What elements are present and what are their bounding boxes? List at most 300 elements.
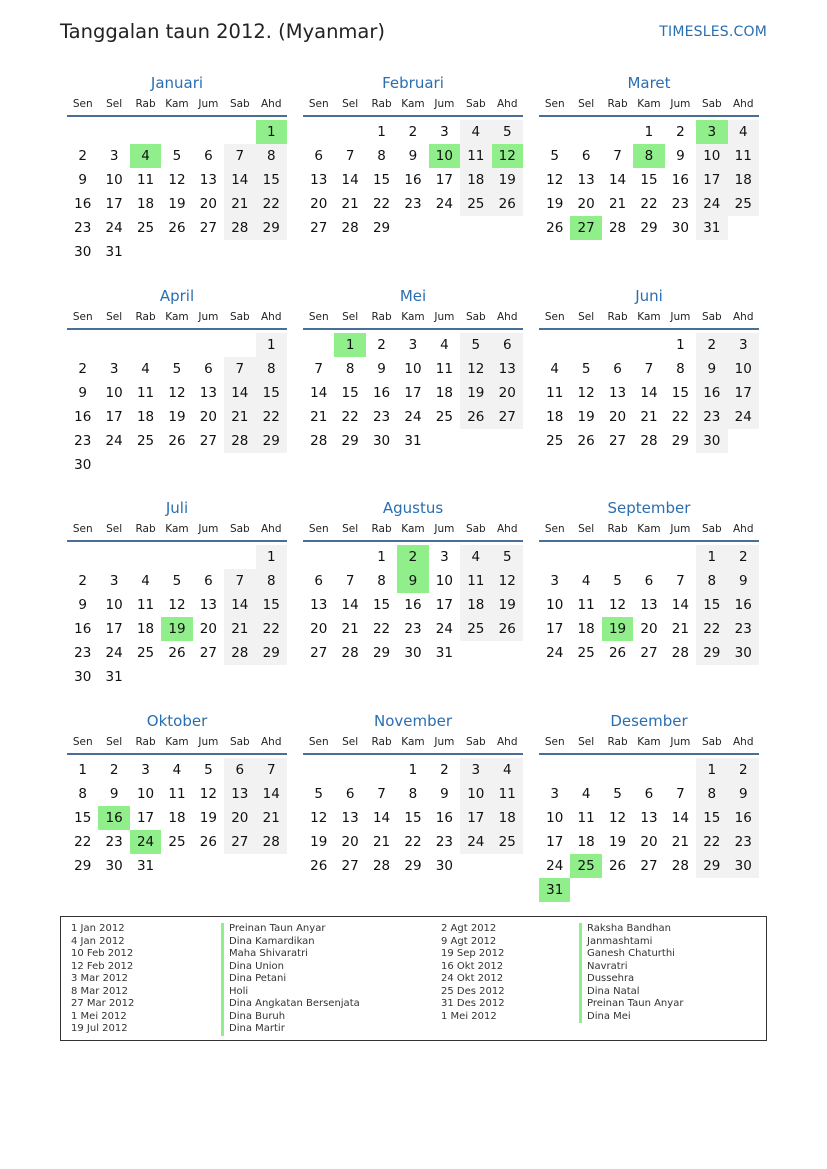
day-cell: 24	[105, 645, 123, 661]
weekday-header	[539, 732, 759, 755]
day-cell: 1	[696, 758, 727, 782]
day-cell: 7	[644, 361, 654, 377]
day-cell: 30	[696, 429, 727, 453]
legend-holiday-name: Dina Union	[221, 961, 360, 974]
empty-cell	[570, 545, 601, 569]
weekday-header	[539, 94, 759, 117]
holiday-day-cell: 1	[256, 120, 287, 144]
day-cell: 13	[199, 597, 217, 613]
weekday-label: Ahd	[732, 311, 754, 323]
empty-cell	[161, 333, 192, 357]
day-cell: 13	[341, 810, 359, 826]
day-cell: 8	[256, 569, 287, 593]
day-cell: 29	[696, 641, 727, 665]
empty-cell	[67, 545, 98, 569]
day-cell: 29	[256, 216, 287, 240]
day-cell: 11	[460, 569, 491, 593]
day-cell: 14	[224, 381, 255, 405]
day-cell: 7	[676, 786, 685, 802]
day-cell: 13	[199, 385, 217, 401]
day-cell: 1	[696, 545, 727, 569]
day-cell: 14	[256, 782, 287, 806]
day-cell: 5	[581, 361, 591, 377]
month-name: September	[607, 499, 691, 517]
month-januari	[67, 72, 287, 264]
empty-cell	[303, 758, 334, 782]
month-name: Mei	[399, 287, 427, 305]
day-cell: 20	[492, 381, 523, 405]
day-cell: 11	[577, 810, 595, 826]
holiday-day-cell: 25	[570, 854, 601, 878]
holiday-day-cell: 27	[570, 216, 601, 240]
weekday-label: Sab	[701, 523, 722, 535]
legend-date: 25 Des 2012	[441, 985, 505, 997]
day-cell: 26	[492, 617, 523, 641]
legend-holiday-name: Janmashtami	[579, 936, 683, 949]
day-cell: 29	[640, 220, 658, 236]
day-cell: 1	[256, 333, 287, 357]
day-cell: 21	[310, 409, 328, 425]
day-cell: 25	[168, 834, 186, 850]
weekday-label: Ahd	[496, 311, 518, 323]
legend-date: 27 Mar 2012	[71, 998, 135, 1009]
day-cell: 3	[460, 758, 491, 782]
day-cell: 29	[404, 858, 422, 874]
day-cell: 5	[613, 786, 622, 802]
day-cell: 13	[640, 810, 658, 826]
weekday-label: Kam	[401, 98, 425, 110]
day-cell: 21	[224, 617, 255, 641]
legend-date: 31 Des 2012	[441, 998, 505, 1009]
day-grid	[67, 758, 287, 878]
weekday-label: Jum	[434, 311, 455, 323]
day-cell: 17	[696, 168, 727, 192]
weekday-label: Sab	[229, 311, 250, 323]
day-cell: 17	[404, 385, 422, 401]
day-cell: 23	[696, 405, 727, 429]
weekday-label: Jum	[434, 98, 455, 110]
weekday-label: Kam	[165, 311, 189, 323]
legend-date: 4 Jan 2012	[71, 935, 125, 947]
day-cell: 14	[608, 172, 627, 188]
day-cell: 6	[613, 361, 622, 377]
day-cell: 28	[224, 216, 255, 240]
day-cell: 12	[577, 385, 595, 401]
day-cell: 31	[105, 244, 123, 260]
day-cell: 18	[136, 196, 155, 212]
empty-cell	[539, 333, 570, 357]
day-cell: 17	[105, 621, 123, 637]
day-cell: 1	[408, 762, 418, 778]
day-cell: 12	[168, 172, 186, 188]
day-cell: 2	[78, 148, 87, 164]
day-cell: 8	[408, 786, 418, 802]
day-cell: 11	[492, 782, 523, 806]
day-cell: 11	[136, 172, 155, 188]
day-cell: 3	[109, 361, 119, 377]
day-cell: 15	[74, 810, 92, 826]
day-cell: 25	[728, 192, 759, 216]
day-cell: 5	[492, 120, 523, 144]
day-cell: 17	[460, 806, 491, 830]
day-cell: 30	[404, 645, 422, 661]
day-cell: 9	[440, 786, 449, 802]
empty-cell	[98, 120, 129, 144]
day-cell: 8	[256, 357, 287, 381]
weekday-label: Rab	[607, 311, 628, 323]
day-cell: 11	[136, 597, 155, 613]
legend-names-col2	[579, 923, 683, 1023]
day-cell: 25	[136, 433, 155, 449]
legend-date: 19 Jul 2012	[71, 1023, 128, 1034]
day-cell: 11	[728, 144, 759, 168]
month-name: Maret	[627, 74, 671, 92]
month-name: Oktober	[146, 712, 208, 730]
day-cell: 2	[728, 545, 759, 569]
day-cell: 31	[404, 433, 422, 449]
weekday-label: Jum	[434, 736, 455, 748]
day-cell: 13	[310, 597, 328, 613]
day-cell: 23	[74, 433, 92, 449]
day-grid	[67, 333, 287, 477]
weekday-label: Kam	[165, 523, 189, 535]
day-cell: 4	[492, 758, 523, 782]
day-cell: 20	[199, 196, 217, 212]
day-cell: 30	[105, 858, 123, 874]
day-cell: 15	[372, 597, 391, 613]
day-cell: 17	[435, 597, 453, 613]
day-cell: 27	[310, 220, 328, 236]
day-cell: 14	[310, 385, 328, 401]
day-cell: 4	[440, 337, 449, 353]
holiday-day-cell: 4	[130, 144, 161, 168]
weekday-label: Ahd	[496, 736, 518, 748]
weekday-label: Rab	[607, 523, 628, 535]
day-cell: 14	[671, 597, 689, 613]
day-cell: 13	[608, 385, 627, 401]
day-cell: 30	[728, 641, 759, 665]
day-cell: 15	[404, 810, 422, 826]
holiday-day-cell: 2	[397, 545, 428, 569]
day-cell: 28	[341, 645, 359, 661]
day-cell: 7	[224, 569, 255, 593]
day-cell: 18	[460, 168, 491, 192]
day-cell: 1	[676, 337, 685, 353]
day-cell: 6	[314, 148, 323, 164]
day-cell: 14	[224, 593, 255, 617]
day-cell: 28	[224, 641, 255, 665]
day-cell: 21	[671, 621, 689, 637]
weekday-label: Ahd	[260, 98, 282, 110]
empty-cell	[539, 120, 570, 144]
weekday-label: Sab	[701, 311, 722, 323]
day-cell: 8	[696, 782, 727, 806]
empty-cell	[570, 120, 601, 144]
day-cell: 9	[408, 148, 418, 164]
day-cell: 6	[314, 573, 323, 589]
day-cell: 21	[341, 196, 359, 212]
day-cell: 20	[310, 621, 328, 637]
day-cell: 20	[577, 196, 595, 212]
day-cell: 5	[172, 148, 182, 164]
day-cell: 16	[728, 593, 759, 617]
day-cell: 26	[608, 858, 627, 874]
empty-cell	[602, 758, 633, 782]
day-cell: 2	[728, 758, 759, 782]
day-cell: 26	[608, 645, 627, 661]
day-cell: 21	[256, 806, 287, 830]
day-cell: 11	[136, 385, 155, 401]
day-cell: 17	[728, 381, 759, 405]
day-cell: 23	[435, 834, 453, 850]
day-cell: 26	[492, 192, 523, 216]
day-cell: 4	[550, 361, 559, 377]
weekday-label: Sel	[106, 98, 123, 110]
holiday-day-cell: 24	[130, 830, 161, 854]
day-cell: 5	[460, 333, 491, 357]
day-cell: 29	[372, 220, 391, 236]
day-cell: 1	[377, 124, 386, 140]
day-cell: 13	[199, 172, 217, 188]
day-cell: 27	[199, 433, 217, 449]
holiday-day-cell: 9	[397, 569, 428, 593]
weekday-label: Kam	[637, 523, 661, 535]
day-cell: 29	[696, 854, 727, 878]
day-cell: 19	[492, 593, 523, 617]
legend-holiday-name: Maha Shivaratri	[221, 948, 360, 961]
empty-cell	[161, 545, 192, 569]
legend-holiday-name: Dina Mei	[579, 1011, 683, 1024]
day-cell: 24	[105, 433, 123, 449]
day-cell: 2	[408, 124, 418, 140]
day-grid	[539, 758, 759, 902]
day-cell: 9	[728, 569, 759, 593]
day-cell: 24	[435, 621, 453, 637]
weekday-label: Rab	[371, 311, 392, 323]
empty-cell	[539, 758, 570, 782]
empty-cell	[303, 333, 334, 357]
legend-date: 24 Okt 2012	[441, 973, 504, 984]
empty-cell	[633, 758, 664, 782]
day-cell: 23	[74, 220, 92, 236]
empty-cell	[303, 545, 334, 569]
empty-cell	[224, 545, 255, 569]
legend-holiday-name: Dina Kamardikan	[221, 936, 360, 949]
day-cell: 25	[492, 830, 523, 854]
day-cell: 31	[136, 858, 155, 874]
day-cell: 5	[204, 762, 213, 778]
day-cell: 23	[404, 196, 422, 212]
empty-cell	[602, 545, 633, 569]
day-cell: 12	[168, 385, 186, 401]
day-cell: 28	[372, 858, 391, 874]
day-grid	[303, 758, 523, 878]
weekday-label: Ahd	[260, 523, 282, 535]
day-cell: 11	[168, 786, 186, 802]
weekday-label: Sab	[229, 98, 250, 110]
weekday-label: Sel	[106, 311, 123, 323]
day-cell: 23	[372, 409, 391, 425]
day-cell: 30	[728, 854, 759, 878]
day-cell: 15	[696, 593, 727, 617]
weekday-header	[67, 519, 287, 542]
day-cell: 28	[671, 858, 689, 874]
empty-cell	[665, 758, 696, 782]
day-cell: 5	[172, 361, 182, 377]
day-cell: 16	[74, 409, 92, 425]
day-cell: 17	[546, 834, 564, 850]
day-cell: 2	[440, 762, 449, 778]
empty-cell	[633, 545, 664, 569]
weekday-label: Jum	[670, 311, 691, 323]
day-cell: 4	[581, 573, 591, 589]
day-cell: 12	[608, 810, 627, 826]
day-cell: 27	[310, 645, 328, 661]
day-cell: 24	[728, 405, 759, 429]
weekday-label: Sel	[342, 98, 359, 110]
legend-date: 3 Mar 2012	[71, 973, 129, 984]
day-cell: 26	[577, 433, 595, 449]
day-cell: 18	[577, 621, 595, 637]
day-cell: 4	[581, 786, 591, 802]
weekday-label: Sel	[578, 311, 595, 323]
empty-cell	[67, 333, 98, 357]
weekday-header	[67, 94, 287, 117]
day-cell: 25	[435, 409, 453, 425]
day-cell: 20	[310, 196, 328, 212]
weekday-label: Sen	[308, 523, 329, 535]
day-cell: 11	[460, 144, 491, 168]
day-cell: 12	[460, 357, 491, 381]
day-grid	[539, 545, 759, 665]
day-cell: 10	[546, 810, 564, 826]
day-cell: 28	[608, 220, 627, 236]
day-cell: 23	[105, 834, 123, 850]
day-cell: 10	[105, 172, 123, 188]
day-cell: 12	[310, 810, 328, 826]
legend-date: 1 Jan 2012	[71, 923, 125, 934]
weekday-label: Sen	[544, 523, 565, 535]
day-cell: 21	[372, 834, 391, 850]
legend-date: 2 Agt 2012	[441, 923, 497, 934]
day-cell: 21	[608, 196, 627, 212]
day-cell: 27	[341, 858, 359, 874]
day-cell: 1	[644, 124, 654, 140]
weekday-label: Sel	[106, 736, 123, 748]
day-cell: 30	[74, 669, 92, 685]
day-cell: 28	[256, 830, 287, 854]
day-cell: 23	[728, 830, 759, 854]
day-cell: 17	[546, 621, 564, 637]
day-cell: 14	[640, 385, 658, 401]
day-cell: 27	[640, 645, 658, 661]
day-cell: 29	[372, 645, 391, 661]
day-cell: 20	[199, 621, 217, 637]
weekday-label: Rab	[607, 98, 628, 110]
weekday-label: Jum	[198, 523, 219, 535]
day-cell: 20	[341, 834, 359, 850]
day-cell: 7	[613, 148, 622, 164]
weekday-label: Ahd	[496, 98, 518, 110]
legend-date: 1 Mei 2012	[71, 1010, 127, 1022]
day-cell: 4	[141, 573, 150, 589]
day-cell: 7	[256, 758, 287, 782]
day-cell: 20	[640, 621, 658, 637]
day-cell: 10	[136, 786, 155, 802]
day-cell: 2	[78, 573, 87, 589]
legend-holiday-name: Dussehra	[579, 973, 683, 986]
weekday-label: Sab	[701, 98, 722, 110]
day-cell: 18	[728, 168, 759, 192]
weekday-label: Sel	[342, 736, 359, 748]
day-cell: 14	[372, 810, 391, 826]
legend-holiday-name: Ganesh Chaturthi	[579, 948, 683, 961]
legend-date: 1 Mei 2012	[441, 1010, 497, 1022]
weekday-header	[539, 307, 759, 330]
weekday-label: Sen	[308, 98, 329, 110]
day-grid	[67, 120, 287, 264]
month-april	[67, 285, 287, 477]
weekday-label: Sab	[701, 736, 722, 748]
empty-cell	[193, 333, 224, 357]
day-cell: 18	[435, 385, 453, 401]
legend-holiday-name: Raksha Bandhan	[579, 923, 683, 936]
empty-cell	[570, 758, 601, 782]
holiday-legend	[60, 916, 767, 1041]
weekday-label: Kam	[637, 98, 661, 110]
day-cell: 22	[404, 834, 422, 850]
day-cell: 2	[377, 337, 386, 353]
month-name: Juni	[635, 287, 663, 305]
legend-holiday-name: Dina Martir	[221, 1023, 360, 1036]
day-cell: 14	[224, 168, 255, 192]
site-link[interactable]: TIMESLES.COM	[659, 24, 767, 40]
day-cell: 9	[78, 385, 87, 401]
day-cell: 22	[256, 617, 287, 641]
day-cell: 4	[460, 545, 491, 569]
empty-cell	[602, 333, 633, 357]
empty-cell	[224, 120, 255, 144]
day-cell: 3	[109, 148, 119, 164]
day-cell: 13	[492, 357, 523, 381]
weekday-label: Jum	[198, 98, 219, 110]
day-cell: 30	[435, 858, 453, 874]
day-grid	[303, 545, 523, 665]
day-cell: 26	[546, 220, 564, 236]
day-cell: 19	[199, 810, 217, 826]
day-cell: 24	[404, 409, 422, 425]
day-cell: 2	[109, 762, 119, 778]
day-cell: 16	[696, 381, 727, 405]
day-cell: 12	[199, 786, 217, 802]
weekday-label: Jum	[670, 98, 691, 110]
legend-holiday-name: Dina Natal	[579, 986, 683, 999]
weekday-label: Rab	[135, 311, 156, 323]
weekday-label: Sab	[465, 311, 486, 323]
day-cell: 13	[310, 172, 328, 188]
day-cell: 20	[608, 409, 627, 425]
day-cell: 26	[199, 834, 217, 850]
day-cell: 10	[728, 357, 759, 381]
day-grid	[303, 120, 523, 240]
day-cell: 28	[671, 645, 689, 661]
day-cell: 10	[696, 144, 727, 168]
legend-holiday-name: Dina Angkatan Bersenjata	[221, 998, 360, 1011]
day-cell: 7	[676, 573, 685, 589]
day-cell: 8	[377, 573, 386, 589]
day-cell: 11	[435, 361, 453, 377]
day-cell: 8	[78, 786, 87, 802]
